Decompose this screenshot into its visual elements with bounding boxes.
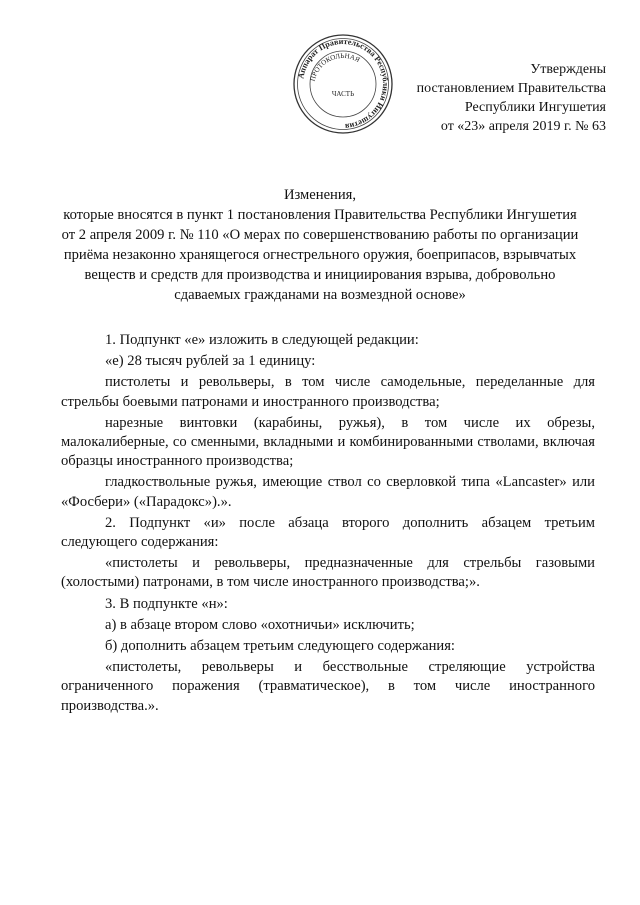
paragraph: 1. Подпункт «е» изложить в следующей редакции: xyxy=(105,332,419,348)
title-heading: Изменения, xyxy=(283,187,357,203)
stamp-ring-text: Аппарат Правительства Республики Ингушетия xyxy=(296,36,391,131)
stamp-seal-icon xyxy=(292,33,394,135)
paragraph: а) в абзаце втором слово «охотничьи» исключить; xyxy=(105,616,415,633)
official-stamp xyxy=(292,33,394,135)
paragraph: б) дополнить абзацем третьим следующего содержания: xyxy=(105,638,455,655)
approval-line: Республики Ингушетия xyxy=(464,100,606,115)
document-body xyxy=(61,331,595,716)
paragraph: 3. В подпункте «н»: xyxy=(105,595,228,612)
approval-line: Утверждены xyxy=(530,62,606,77)
approval-block xyxy=(417,60,606,136)
paragraph: нарезные винтовки (карабины, ружья), в том числе их обрезы, малокалиберные, со сменными, вкладными и комбинированными стволами, включая образцы иностранного производства; xyxy=(61,414,595,470)
paragraph: 2. Подпункт «и» после абзаца второго дополнить абзацем третьим следующего содержания: xyxy=(61,514,595,551)
paragraph: «е) 28 тысяч рублей за 1 единицу: xyxy=(105,353,316,370)
title-line: приёма незаконно хранящегося огнестрельного оружия, боеприпасов, взрывчатых xyxy=(63,246,577,263)
title-line: от 2 апреля 2009 г. № 110 «О мерах по совершенствованию работы по организации xyxy=(61,226,579,243)
approval-line: от «23» апреля 2019 г. № 63 xyxy=(440,119,606,134)
title-line: сдаваемых гражданами на возмездной основе» xyxy=(174,286,466,303)
paragraph: «пистолеты и револьверы, предназначенные для стрельбы газовыми (холостыми) патронами, в том числе иностранного производства;». xyxy=(61,555,595,591)
paragraph: «пистолеты, револьверы и бесствольные стреляющие устройства ограниченного поражения (травматическое), в том числе иностранного производства.». xyxy=(61,659,595,714)
stamp-arc-text: ПРОТОКОЛЬНАЯ xyxy=(308,51,362,83)
title-line: веществ и средств для производства и инициирования взрыва, добровольно xyxy=(84,266,556,283)
paragraph: гладкоствольные ружья, имеющие ствол со сверловкой типа «Lancaster» или «Фосбери» («Парадокс»).». xyxy=(61,474,595,510)
approval-line: постановлением Правительства xyxy=(416,81,606,96)
title-line: которые вносятся в пункт 1 постановления Правительства Республики Ингушетия xyxy=(63,206,577,223)
document-title xyxy=(40,186,600,305)
paragraph: пистолеты и револьверы, в том числе самодельные, переделанные для стрельбы боевыми патронами и иностранного производства; xyxy=(61,374,595,410)
stamp-center-text: ЧАСТЬ xyxy=(331,90,355,98)
